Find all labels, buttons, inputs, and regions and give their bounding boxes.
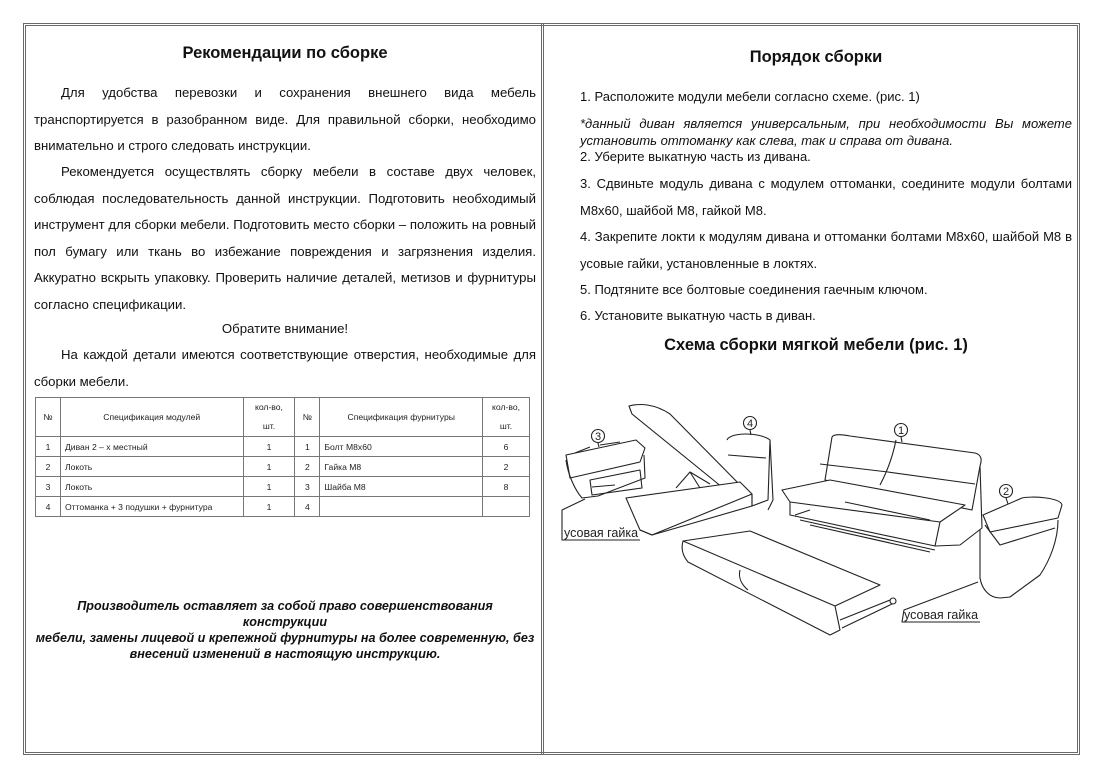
header-hardware-spec: Спецификация фурнитуры	[320, 398, 483, 437]
hardware-qty: 2	[483, 457, 530, 477]
assembly-paragraph: Рекомендуется осуществлять сборку мебели в составе двух человек, соблюдая последовательность данной инструкции. Подготовить необходимый инструмент для сборки мебели. Подготовить место сборки – положить на ровный пол бумагу или ткань во избежание повреждения и загрязнения изделия. Аккуратно вскрыть упаковку. Проверить наличие деталей, метизов и фурнитуры согласно спецификации.	[34, 164, 536, 312]
hardware-num: 2	[295, 457, 320, 477]
sofa-module-1	[782, 435, 982, 552]
module-qty: 1	[243, 477, 295, 497]
armrest-module-3	[566, 440, 645, 498]
disclaimer-line: мебели, замены лицевой и крепежной фурнитуры на более современную, без	[35, 631, 535, 645]
module-num: 4	[36, 497, 61, 517]
callout-2-label: 2	[1002, 486, 1010, 498]
callout-1	[895, 424, 908, 443]
attention-heading: Обратите внимание!	[221, 321, 349, 336]
callout-4	[744, 417, 757, 436]
table-row	[36, 477, 530, 497]
armrest-module-2	[980, 497, 1062, 598]
module-num: 3	[36, 477, 61, 497]
callout-3-label: 3	[594, 431, 602, 443]
step-1: 1. Расположите модули мебели согласно схеме. (рис. 1)	[580, 89, 920, 104]
hardware-num: 1	[295, 437, 320, 457]
step-6: 6. Установите выкатную часть в диван.	[580, 308, 816, 323]
hardware-qty: 6	[483, 437, 530, 457]
disclaimer-line: внесений изменений в настоящую инструкцию.	[129, 647, 441, 661]
nut-label-left: усовая гайка	[564, 526, 639, 540]
hardware-name: Гайка М8	[320, 457, 483, 477]
page-divider	[541, 23, 544, 755]
callout-2	[1000, 485, 1013, 505]
specification-table	[35, 397, 530, 517]
table-row	[36, 497, 530, 517]
table-row	[36, 437, 530, 457]
recommendations-title: Рекомендации по сборке	[182, 44, 388, 62]
nut-callout-right	[902, 582, 980, 622]
hardware-qty	[483, 497, 530, 517]
nut-callout-left	[562, 499, 640, 540]
assembly-order-title: Порядок сборки	[749, 48, 883, 66]
module-num: 2	[36, 457, 61, 477]
module-qty: 1	[243, 497, 295, 517]
module-name: Диван 2 – х местный	[60, 437, 243, 457]
hardware-num: 4	[295, 497, 320, 517]
module-name: Локоть	[60, 457, 243, 477]
disclaimer-line: Производитель оставляет за собой право совершенствования конструкции	[77, 599, 493, 629]
hardware-num: 3	[295, 477, 320, 497]
callout-1-label: 1	[897, 425, 905, 437]
left-page	[34, 26, 536, 752]
step-2: 2. Уберите выкатную часть из дивана.	[580, 149, 811, 164]
header-num: №	[36, 398, 61, 437]
table-header-row	[36, 398, 530, 437]
step-5: 5. Подтяните все болтовые соединения гаечным ключом.	[580, 282, 928, 297]
module-name: Оттоманка + 3 подушки + фурнитура	[60, 497, 243, 517]
module-name: Локоть	[60, 477, 243, 497]
module-qty: 1	[243, 437, 295, 457]
header-hardware-qty: кол-во, шт.	[483, 398, 530, 437]
step-4: 4. Закрепите локти к модулям дивана и оттоманки болтами М8х60, шайбой М8 в усовые гайки, установленные в локтях.	[580, 229, 1072, 271]
header-module-qty: кол-во, шт.	[243, 398, 295, 437]
hardware-name: Шайба М8	[320, 477, 483, 497]
intro-paragraph: Для удобства перевозки и сохранения внешнего вида мебель транспортируется в разобранном виде. Для правильной сборки, необходимо внимательно и строго следовать инструкции.	[34, 85, 536, 153]
callout-4-label: 4	[746, 418, 754, 430]
assembly-diagram	[548, 380, 1076, 645]
hardware-name	[320, 497, 483, 517]
header-num-2: №	[295, 398, 320, 437]
step-3: 3. Сдвиньте модуль дивана с модулем оттоманки, соедините модули болтами М8х60, шайбой М8, гайкой М8.	[580, 176, 1072, 218]
universal-note: *данный диван является универсальным, при необходимости Вы можете установить оттоманку как слева, так и справа от дивана.	[580, 116, 1072, 148]
module-qty: 1	[243, 457, 295, 477]
header-modules-spec: Спецификация модулей	[60, 398, 243, 437]
hardware-name: Болт М8х60	[320, 437, 483, 457]
hardware-qty: 8	[483, 477, 530, 497]
rollout-section	[682, 531, 896, 635]
manufacturer-disclaimer	[34, 598, 536, 662]
module-num: 1	[36, 437, 61, 457]
nut-label-right: усовая гайка	[904, 608, 979, 622]
diagram-title: Схема сборки мягкой мебели (рис. 1)	[664, 336, 968, 354]
holes-paragraph: На каждой детали имеются соответствующие отверстия, необходимые для сборки мебели.	[34, 347, 536, 389]
table-row	[36, 457, 530, 477]
